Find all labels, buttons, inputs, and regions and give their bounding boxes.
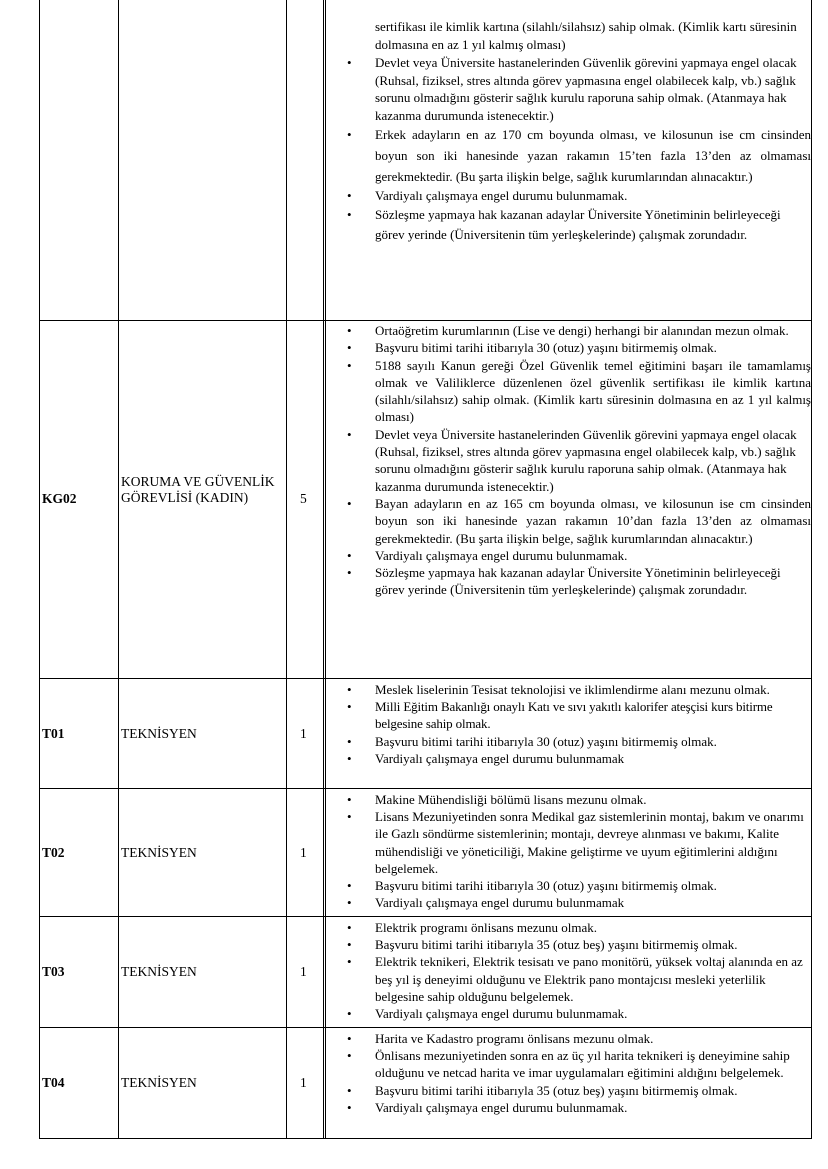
position-count: 1 — [300, 845, 307, 860]
requirements-cell — [333, 322, 811, 599]
position-code: T03 — [42, 964, 65, 979]
list-item: • Erkek adayların en az 170 cm boyunda olması, ve kilosunun ise cm cinsinden boyun son iki hanesinde yazan rakamın 15’ten fazla 13’den az olmaması gerekmektedir. (Bu şarta ilişkin belge, sağlık kurumlarından alınacaktır.) — [333, 124, 811, 187]
row-border — [39, 1138, 812, 1139]
col-border-count — [323, 0, 324, 1138]
list-item: • 5188 sayılı Kanun gereği Özel Güvenlik temel eğitimini başarı ile tamamlamış olmak ve Valiliklerce düzenlenen özel güvenlik sertifikası ile kimlik kartına (silahlı/silahsız) sahip olmak. (Kimlik kartı süresinin dolmasına en az 1 yıl kalmış olması) — [333, 357, 811, 426]
list-item: • Devlet veya Üniversite hastanelerinden Güvenlik görevini yapmaya engel olacak (Ruhsal, fiziksel, stres altında görev yapmasına engel olabilecek kalp, vb.) sağlık sorunu olmadığını gösterir sağlık kurulu raporuna sahip olmak. (Atanmaya hak kazanma durumunda istenecektir.) — [333, 426, 811, 495]
position-title: TEKNİSYEN — [121, 964, 197, 979]
row-border — [39, 788, 812, 789]
list-item: • Makine Mühendisliği bölümü lisans mezunu olmak. — [333, 791, 811, 808]
position-code: KG02 — [42, 491, 77, 506]
col-border-code — [118, 0, 119, 1138]
requirements-list — [333, 919, 811, 1022]
list-item: • Sözleşme yapmaya hak kazanan adaylar Üniversite Yönetiminin belirleyeceği görev yerinde (Üniversitenin tüm yerleşkelerinde) çalışmak zorundadır. — [333, 564, 811, 599]
position-title: TEKNİSYEN — [121, 1075, 197, 1090]
list-item: • Vardiyalı çalışmaya engel durumu bulunmamak. — [333, 187, 811, 205]
list-item: • Vardiyalı çalışmaya engel durumu bulunmamak — [333, 894, 811, 911]
position-count: 5 — [300, 491, 307, 506]
list-item: • Başvuru bitimi tarihi itibarıyla 35 (otuz beş) yaşını bitirmemiş olmak. — [333, 936, 811, 953]
requirements-list — [333, 18, 811, 246]
col-border-right — [811, 0, 812, 1138]
col-border-count-2 — [325, 0, 326, 1138]
list-item: • Önlisans mezuniyetinden sonra en az üç yıl harita teknikeri iş deneyimine sahip olduğunu ve netcad harita ve imar uygulamaları eğitimini aldığını belgelemek. — [333, 1047, 811, 1081]
row-border — [39, 1027, 812, 1028]
position-title: TEKNİSYEN — [121, 845, 197, 860]
list-item: • Elektrik programı önlisans mezunu olmak. — [333, 919, 811, 936]
list-item: • Elektrik teknikeri, Elektrik tesisatı ve pano monitörü, yüksek voltaj alanında en az beş yıl iş deneyimi olduğunu ve Elektrik pano montajcısı mesleki yeterlilik belgesine sahip olduğunu belgelemek. — [333, 953, 811, 1005]
row-border — [39, 916, 812, 917]
list-item: • Vardiyalı çalışmaya engel durumu bulunmamak. — [333, 547, 811, 564]
requirements-cell — [333, 791, 811, 911]
position-title: TEKNİSYEN — [121, 726, 197, 741]
list-item: • Vardiyalı çalışmaya engel durumu bulunmamak. — [333, 1099, 811, 1116]
requirements-cell — [333, 18, 811, 246]
list-item: • Vardiyalı çalışmaya engel durumu bulunmamak — [333, 750, 811, 767]
position-code: T04 — [42, 1075, 65, 1090]
row-border — [39, 320, 812, 321]
list-item: • Milli Eğitim Bakanlığı onaylı Katı ve sıvı yakıtlı kalorifer ateşçisi kurs bitirme belgesine sahip olmak. — [333, 698, 811, 732]
position-title: KORUMA VE GÜVENLİK GÖREVLİSİ (KADIN) — [121, 474, 275, 505]
list-item: • Devlet veya Üniversite hastanelerinden Güvenlik görevini yapmaya engel olacak (Ruhsal, fiziksel, stres altında görev yapmasına engel olabilecek kalp, vb.) sağlık sorunu olmadığını gösterir sağlık kurulu raporuna sahip olmak. (Atanmaya hak kazanma durumunda istenecektir.) — [333, 54, 811, 124]
position-count: 1 — [300, 726, 307, 741]
list-item: • Başvuru bitimi tarihi itibarıyla 30 (otuz) yaşını bitirmemiş olmak. — [333, 733, 811, 750]
requirements-cell — [333, 681, 811, 767]
requirements-list — [333, 1030, 811, 1116]
list-item: • Lisans Mezuniyetinden sonra Medikal gaz sistemlerinin montaj, bakım ve onarımı ile Gazlı söndürme sistemlerinin; montajı, devreye alınması ve bakımı, Kalite mühendisliği ve yöneticiliği, Makine geliştirme ve uyum eğitimlerini aldığını belgelemek. — [333, 808, 811, 877]
list-item: • Başvuru bitimi tarihi itibarıyla 30 (otuz) yaşını bitirmemiş olmak. — [333, 877, 811, 894]
list-item: sertifikası ile kimlik kartına (silahlı/silahsız) sahip olmak. (Kimlik kartı süresinin dolmasına en az 1 yıl kalmış olması) — [375, 19, 797, 53]
list-item: • Sözleşme yapmaya hak kazanan adaylar Üniversite Yönetiminin belirleyeceği görev yerinde (Üniversitenin tüm yerleşkelerinde) çalışmak zorundadır. — [333, 205, 811, 246]
position-code: T02 — [42, 845, 65, 860]
list-item: • Başvuru bitimi tarihi itibarıyla 35 (otuz beş) yaşını bitirmemiş olmak. — [333, 1082, 811, 1099]
list-item: • Bayan adayların en az 165 cm boyunda olması, ve kilosunun ise cm cinsinden boyun son iki hanesinde yazan rakamın 10’dan fazla 13’den az olmaması gerekmektedir. (Bu şarta ilişkin belge, sağlık kurumlarından alınacaktır.) — [333, 495, 811, 547]
requirements-list — [333, 791, 811, 911]
list-item: • Ortaöğretim kurumlarının (Lise ve dengi) herhangi bir alanından mezun olmak. — [333, 322, 811, 339]
requirements-list — [333, 322, 811, 599]
col-border-left — [39, 0, 40, 1138]
list-item: • Başvuru bitimi tarihi itibarıyla 30 (otuz) yaşını bitirmemiş olmak. — [333, 339, 811, 356]
list-item: • Meslek liselerinin Tesisat teknolojisi ve iklimlendirme alanı mezunu olmak. — [333, 681, 811, 698]
requirements-cell — [333, 1030, 811, 1116]
list-item: • Harita ve Kadastro programı önlisans mezunu olmak. — [333, 1030, 811, 1047]
row-border — [39, 678, 812, 679]
requirements-list — [333, 681, 811, 767]
position-count: 1 — [300, 1075, 307, 1090]
requirements-cell — [333, 919, 811, 1022]
position-count: 1 — [300, 964, 307, 979]
col-border-title — [286, 0, 287, 1138]
list-item: • Vardiyalı çalışmaya engel durumu bulunmamak. — [333, 1005, 811, 1022]
position-code: T01 — [42, 726, 65, 741]
